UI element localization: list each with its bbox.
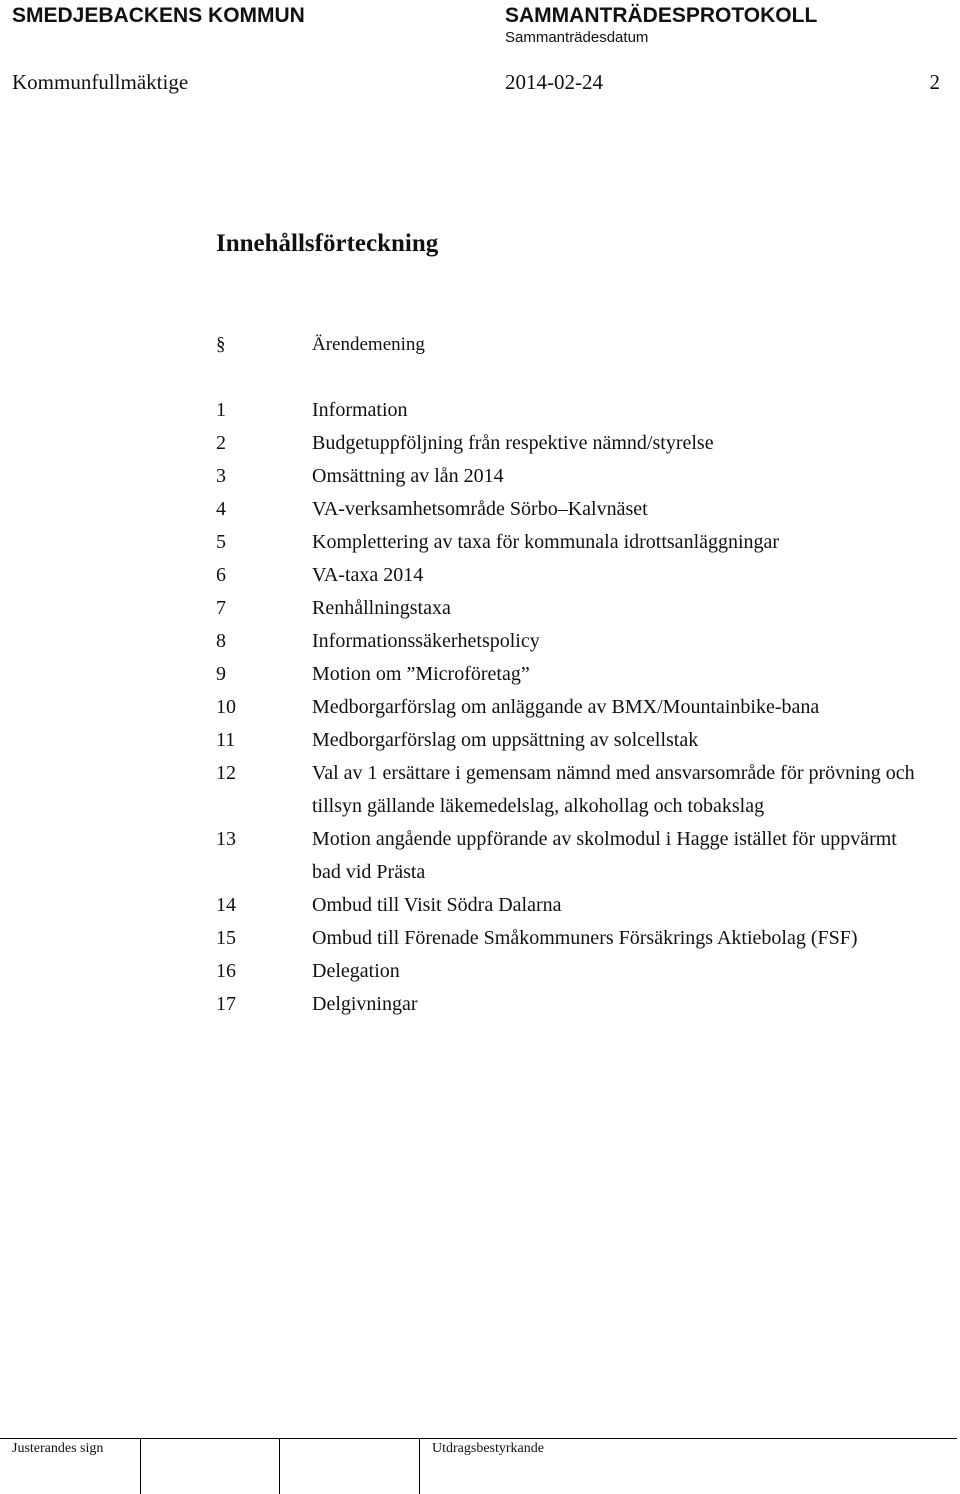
toc-item [216, 658, 916, 691]
toc-item-text: Informationssäkerhetspolicy [312, 630, 540, 652]
signature-box-divider [279, 1438, 280, 1494]
governing-body: Kommunfullmäktige [12, 70, 189, 94]
toc-item [216, 493, 916, 526]
toc-item-number: 15 [216, 927, 236, 949]
toc-item-number: 8 [216, 630, 226, 652]
toc-item [216, 691, 916, 724]
toc-item [216, 724, 916, 757]
toc-item-text: Motion angående uppförande av skolmodul i Hagge istället för uppvärmt bad vid Prästa [312, 828, 897, 883]
toc-item-number: 3 [216, 465, 226, 487]
toc-item [216, 757, 916, 823]
meeting-date-label: Sammanträdesdatum [505, 29, 649, 46]
footer-divider [0, 1438, 957, 1439]
municipality-name: SMEDJEBACKENS KOMMUN [12, 4, 305, 27]
toc-item [216, 526, 916, 559]
toc-item-number: 12 [216, 762, 236, 784]
toc-column-heading: Ärendemening [312, 334, 425, 355]
toc-item-number: 9 [216, 663, 226, 685]
toc-item-text: Val av 1 ersättare i gemensam nämnd med ansvarsområde för prövning och tillsyn gällande läkemedelslag, alkohollag och tobakslag [312, 762, 915, 817]
toc-item-number: 14 [216, 894, 236, 916]
toc-item [216, 592, 916, 625]
signature-footer [0, 1436, 960, 1494]
signature-box-divider [419, 1438, 420, 1494]
document-type: SAMMANTRÄDESPROTOKOLL [505, 4, 818, 27]
toc-list [216, 394, 916, 1021]
toc-item-number: 4 [216, 498, 226, 520]
toc-item [216, 427, 916, 460]
toc-item-text: Delgivningar [312, 993, 418, 1015]
signer-initials-label: Justerandes sign [12, 1441, 104, 1456]
toc-item [216, 955, 916, 988]
toc-item-number: 13 [216, 828, 236, 850]
toc-item-number: 1 [216, 399, 226, 421]
toc-item-text: Medborgarförslag om anläggande av BMX/Mountainbike-bana [312, 696, 820, 718]
toc-item-text: Budgetuppföljning från respektive nämnd/styrelse [312, 432, 714, 454]
toc-item-number: 17 [216, 993, 236, 1015]
toc-item [216, 460, 916, 493]
toc-item [216, 559, 916, 592]
meeting-date: 2014-02-24 [505, 70, 603, 94]
toc-item [216, 394, 916, 427]
toc-item-text: Information [312, 399, 408, 421]
toc-item [216, 922, 916, 955]
extract-certification-label: Utdragsbestyrkande [432, 1441, 544, 1456]
toc-item-text: Renhållningstaxa [312, 597, 451, 619]
toc-item-number: 16 [216, 960, 236, 982]
toc-item-text: Ombud till Visit Södra Dalarna [312, 894, 562, 916]
toc-item-text: VA-verksamhetsområde Sörbo–Kalvnäset [312, 498, 648, 520]
toc-item-number: 10 [216, 696, 236, 718]
toc-item-text: Omsättning av lån 2014 [312, 465, 504, 487]
toc-title: Innehållsförteckning [216, 230, 439, 257]
signature-box-divider [140, 1438, 141, 1494]
toc-item-text: Ombud till Förenade Småkommuners Försäkrings Aktiebolag (FSF) [312, 927, 858, 949]
toc-item-text: Komplettering av taxa för kommunala idrottsanläggningar [312, 531, 780, 553]
toc-item [216, 625, 916, 658]
toc-item-number: 2 [216, 432, 226, 454]
toc-item-number: 6 [216, 564, 226, 586]
toc-item-text: Motion om ”Microföretag” [312, 663, 530, 685]
page-number: 2 [929, 70, 940, 94]
toc-item [216, 988, 916, 1021]
toc-item-text: Delegation [312, 960, 400, 982]
toc-item-number: 7 [216, 597, 226, 619]
toc-item-number: 5 [216, 531, 226, 553]
toc-column-header [216, 334, 916, 358]
toc-item [216, 889, 916, 922]
paragraph-symbol: § [216, 334, 226, 355]
toc-item-text: VA-taxa 2014 [312, 564, 424, 586]
toc-item-text: Medborgarförslag om uppsättning av solcellstak [312, 729, 699, 751]
toc-item [216, 823, 916, 889]
toc-item-number: 11 [216, 729, 236, 751]
